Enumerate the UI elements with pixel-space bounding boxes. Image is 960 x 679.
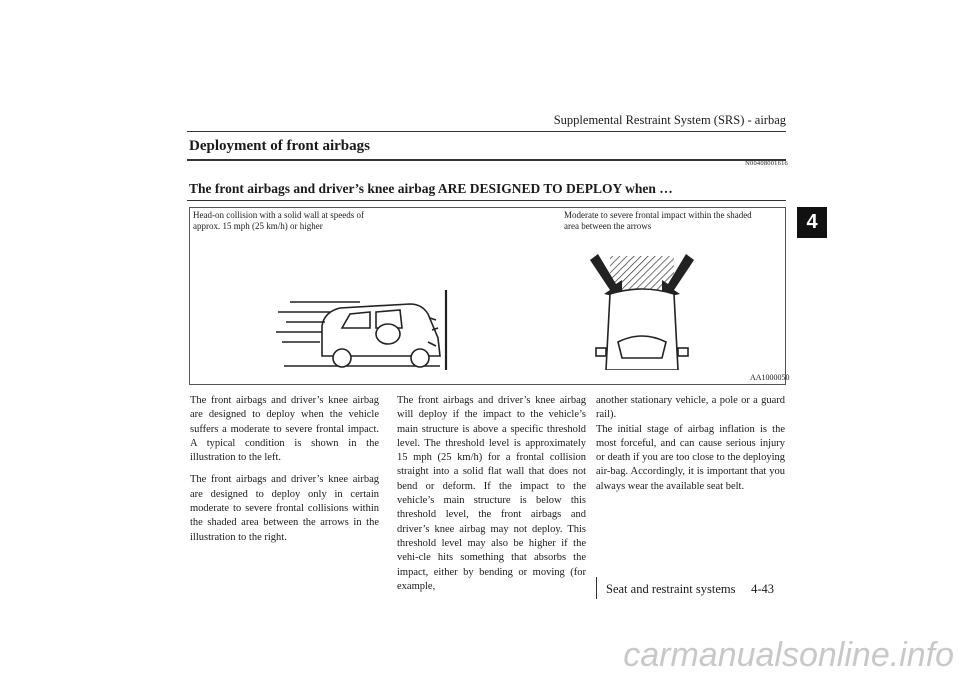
frontal-impact-zone-illustration bbox=[586, 254, 698, 370]
paragraph: The front airbags and driver’s knee airbag will deploy if the impact to the vehicle’s main structure is above a specific threshold level. The threshold level is approximately 15 mph (25 km/h) for a frontal collision straight into a solid flat wall that does not bend or deform. If the impact to the vehicle’s main structure is below this threshold level, the front airbags and driver’s knee airbag may not deploy. This threshold level may also be higher if the vehi-cle hits something that absorbs the impact, either by bending or moving (for example, bbox=[397, 395, 586, 592]
subsection-title: The front airbags and driver’s knee airbag ARE DESIGNED TO DEPLOY when … bbox=[189, 181, 673, 196]
figure-caption-right: Moderate to severe frontal impact within the shaded area between the arrows bbox=[564, 210, 752, 231]
paragraph: The front airbags and driver’s knee airbag are designed to deploy only in certain moderate to severe frontal collisions within the shaded area between the arrows in the illustration to the right. bbox=[190, 474, 379, 543]
footer-section-name: Seat and restraint systems bbox=[606, 582, 736, 596]
page-footer bbox=[606, 582, 774, 597]
page-number: 4-43 bbox=[751, 582, 775, 596]
figure-code: AA1000050 bbox=[750, 373, 790, 382]
body-column-3 bbox=[596, 394, 785, 502]
footer-rule bbox=[596, 577, 597, 599]
figure-caption-left: Head-on collision with a solid wall at speeds of approx. 15 mph (25 km/h) or higher bbox=[193, 210, 364, 231]
body-column-1 bbox=[190, 394, 379, 553]
section-rule bbox=[187, 159, 786, 161]
watermark: carmanualsonline.info bbox=[623, 636, 954, 674]
running-header: Supplemental Restraint System (SRS) - airbag bbox=[553, 113, 786, 127]
paragraph: The front airbags and driver’s knee airbag are designed to deploy when the vehicle suffers a moderate to severe frontal impact. A typical condition is shown in the illustration to the left. bbox=[190, 395, 379, 464]
section-title: Deployment of front airbags bbox=[189, 138, 370, 154]
paragraph: another stationary vehicle, a pole or a guard rail). The initial stage of airbag inflation is the most forceful, and can cause serious injury or death if you are too close to the deploying air-bag. Accordingly, it is important that you always wear the available seat belt. bbox=[596, 395, 785, 492]
body-column-2 bbox=[397, 394, 586, 602]
wall-collision-illustration bbox=[270, 290, 460, 380]
header-rule bbox=[187, 131, 786, 132]
reference-code: N00408001616 bbox=[745, 160, 788, 167]
subsection-rule bbox=[187, 200, 786, 201]
chapter-tab: 4 bbox=[797, 207, 827, 238]
